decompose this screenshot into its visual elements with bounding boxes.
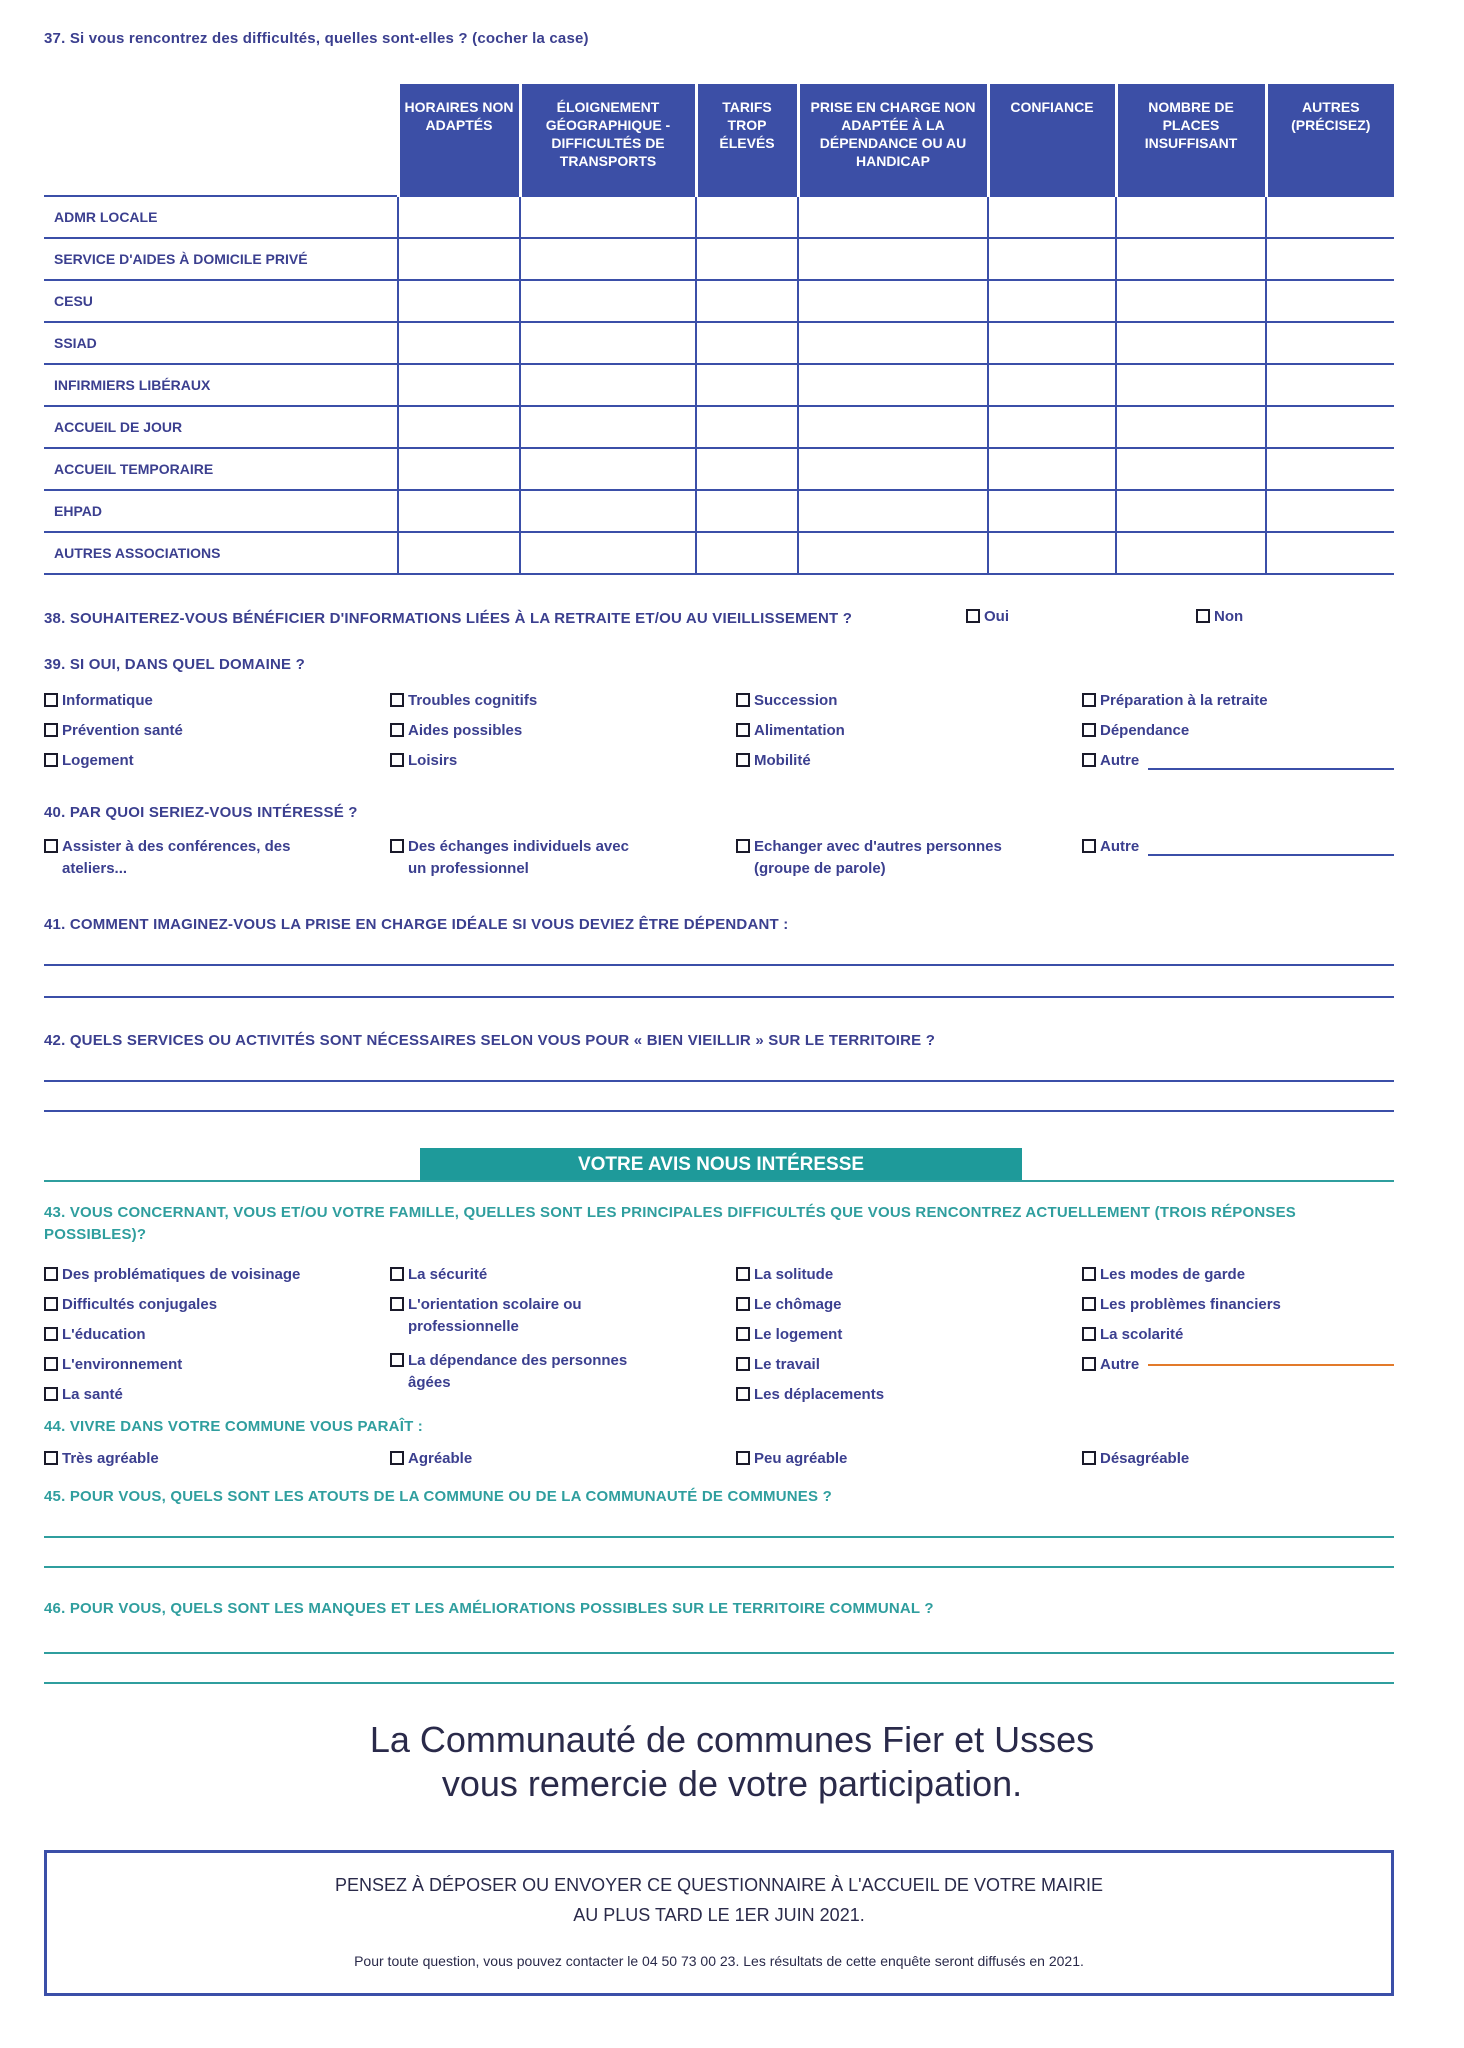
difficulties-table (44, 84, 1394, 575)
q45-title: 45. POUR VOUS, QUELS SONT LES ATOUTS DE LA COMMUNE OU DE LA COMMUNAUTÉ DE COMMUNES ? (44, 1488, 832, 1505)
q43-option[interactable]: La santé (44, 1384, 304, 1406)
q39-option[interactable]: Dépendance (1082, 720, 1189, 742)
answer-cell[interactable] (520, 490, 696, 532)
answer-line[interactable] (44, 1110, 1394, 1112)
answer-cell[interactable] (696, 532, 798, 574)
q42-title: 42. QUELS SERVICES OU ACTIVITÉS SONT NÉCESSAIRES SELON VOUS POUR « BIEN VIEILLIR » SUR LE TERRITOIRE ? (44, 1032, 936, 1049)
answer-cell[interactable] (696, 322, 798, 364)
table-row (44, 322, 1394, 364)
answer-cell[interactable] (798, 490, 988, 532)
answer-cell[interactable] (520, 238, 696, 280)
answer-cell[interactable] (1266, 490, 1394, 532)
footer-line-1: PENSEZ À DÉPOSER OU ENVOYER CE QUESTIONNAIRE À L'ACCUEIL DE VOTRE MAIRIE (335, 1875, 1103, 1895)
q43-option[interactable]: L'environnement (44, 1354, 304, 1376)
answer-line[interactable] (44, 996, 1394, 998)
q40-option[interactable]: Assister à des conférences, des ateliers... (44, 836, 334, 880)
checkbox[interactable] (736, 753, 750, 767)
q43-option[interactable]: La solitude (736, 1264, 996, 1286)
answer-cell[interactable] (1116, 322, 1266, 364)
q40-autre-line[interactable] (1148, 854, 1394, 856)
table-row (44, 196, 1394, 238)
q38-title: 38. SOUHAITEREZ-VOUS BÉNÉFICIER D'INFORMATIONS LIÉES À LA RETRAITE ET/OU AU VIEILLISSEMENT ? (44, 610, 853, 627)
q43-option[interactable]: La sécurité (390, 1264, 650, 1286)
answer-cell[interactable] (520, 364, 696, 406)
q43-option[interactable]: Difficultés conjugales (44, 1294, 304, 1316)
answer-cell[interactable] (1266, 448, 1394, 490)
footer-line-2: AU PLUS TARD LE 1ER JUIN 2021. (573, 1905, 865, 1925)
table-row (44, 280, 1394, 322)
checkbox[interactable] (736, 1387, 750, 1401)
checkbox[interactable] (1082, 753, 1096, 767)
checkbox[interactable] (44, 1327, 58, 1341)
answer-cell[interactable] (1266, 364, 1394, 406)
section-banner: VOTRE AVIS NOUS INTÉRESSE (420, 1148, 1022, 1182)
answer-cell[interactable] (798, 280, 988, 322)
table-row (44, 490, 1394, 532)
checkbox[interactable] (390, 1353, 404, 1367)
answer-cell[interactable] (696, 196, 798, 238)
table-row (44, 364, 1394, 406)
col-header: ÉLOIGNEMENT GÉOGRAPHIQUE - DIFFICULTÉS DE TRANSPORTS (520, 84, 696, 196)
q39-option[interactable]: Succession (736, 690, 837, 712)
table-row (44, 532, 1394, 574)
answer-cell[interactable] (988, 448, 1116, 490)
answer-cell[interactable] (1266, 196, 1394, 238)
checkbox[interactable] (736, 1297, 750, 1311)
answer-cell[interactable] (398, 280, 520, 322)
checkbox[interactable] (1082, 1267, 1096, 1281)
q43-option[interactable]: Autre (1082, 1354, 1139, 1376)
answer-cell[interactable] (1116, 364, 1266, 406)
answer-line[interactable] (44, 964, 1394, 966)
checkbox[interactable] (390, 1451, 404, 1465)
answer-cell[interactable] (798, 238, 988, 280)
col-header: PRISE EN CHARGE NON ADAPTÉE À LA DÉPENDANCE OU AU HANDICAP (798, 84, 988, 196)
col-header: AUTRES (PRÉCISEZ) (1266, 84, 1394, 196)
checkbox[interactable] (1082, 1327, 1096, 1341)
checkbox[interactable] (736, 1267, 750, 1281)
answer-cell[interactable] (696, 448, 798, 490)
q39-option[interactable]: Préparation à la retraite (1082, 690, 1268, 712)
answer-cell[interactable] (988, 196, 1116, 238)
answer-cell[interactable] (398, 196, 520, 238)
answer-cell[interactable] (1266, 532, 1394, 574)
row-label: EHPAD (44, 490, 398, 532)
q38-oui-option[interactable]: Oui (966, 606, 1009, 628)
answer-line[interactable] (44, 1652, 1394, 1654)
answer-cell[interactable] (520, 406, 696, 448)
checkbox[interactable] (44, 1297, 58, 1311)
checkbox[interactable] (736, 1327, 750, 1341)
q43-option[interactable]: Les déplacements (736, 1384, 996, 1406)
row-label: INFIRMIERS LIBÉRAUX (44, 364, 398, 406)
checkbox[interactable] (44, 1357, 58, 1371)
q39-option[interactable]: Loisirs (390, 750, 457, 772)
row-label: SERVICE D'AIDES À DOMICILE PRIVÉ (44, 238, 398, 280)
thanks-line-1: La Communauté de communes Fier et Usses (369, 1719, 1095, 1760)
q38-non-option[interactable]: Non (1196, 606, 1243, 628)
checkbox[interactable] (1082, 1357, 1096, 1371)
col-header: NOMBRE DE PLACES INSUFFISANT (1116, 84, 1266, 196)
answer-cell[interactable] (1116, 280, 1266, 322)
checkbox[interactable] (736, 693, 750, 707)
checkbox[interactable] (390, 693, 404, 707)
q44-option[interactable]: Peu agréable (736, 1448, 847, 1470)
q43-option[interactable]: La dépendance des personnes âgées (390, 1350, 650, 1394)
checkbox[interactable] (966, 609, 980, 623)
q43-option[interactable]: Le chômage (736, 1294, 996, 1316)
checkbox[interactable] (1082, 693, 1096, 707)
q39-title: 39. SI OUI, DANS QUEL DOMAINE ? (44, 656, 305, 673)
table-row (44, 238, 1394, 280)
answer-cell[interactable] (696, 238, 798, 280)
q37-title: 37. Si vous rencontrez des difficultés, quelles sont-elles ? (cocher la case) (44, 30, 589, 47)
row-label: ACCUEIL TEMPORAIRE (44, 448, 398, 490)
answer-cell[interactable] (1266, 280, 1394, 322)
col-header: CONFIANCE (988, 84, 1116, 196)
q43-option[interactable]: Les modes de garde (1082, 1264, 1245, 1286)
checkbox[interactable] (1082, 1297, 1096, 1311)
answer-cell[interactable] (798, 364, 988, 406)
answer-line[interactable] (44, 1536, 1394, 1538)
q39-autre-line[interactable] (1148, 768, 1394, 770)
q39-option[interactable]: Mobilité (736, 750, 811, 772)
answer-cell[interactable] (398, 532, 520, 574)
thanks-line-2: vous remercie de votre participation. (441, 1763, 1023, 1804)
q40-title: 40. PAR QUOI SERIEZ-VOUS INTÉRESSÉ ? (44, 804, 358, 821)
q43-option[interactable]: L'éducation (44, 1324, 304, 1346)
answer-cell[interactable] (988, 406, 1116, 448)
answer-cell[interactable] (520, 196, 696, 238)
answer-cell[interactable] (520, 322, 696, 364)
checkbox[interactable] (390, 1267, 404, 1281)
q39-option[interactable]: Informatique (44, 690, 153, 712)
checkbox[interactable] (390, 723, 404, 737)
answer-cell[interactable] (798, 532, 988, 574)
checkbox[interactable] (44, 1387, 58, 1401)
answer-cell[interactable] (1116, 406, 1266, 448)
checkbox[interactable] (44, 839, 58, 853)
checkbox[interactable] (1196, 609, 1210, 623)
checkbox[interactable] (44, 723, 58, 737)
answer-cell[interactable] (696, 364, 798, 406)
checkbox[interactable] (1082, 1451, 1096, 1465)
answer-cell[interactable] (520, 532, 696, 574)
row-label: AUTRES ASSOCIATIONS (44, 532, 398, 574)
answer-cell[interactable] (398, 406, 520, 448)
q43-title: 43. VOUS CONCERNANT, VOUS ET/OU VOTRE FAMILLE, QUELLES SONT LES PRINCIPALES DIFFICULTÉS QUE VOUS RENCONTREZ ACTUELLEMENT (TROIS RÉPONSES POSSIBLES)? (44, 1204, 1297, 1243)
row-label: SSIAD (44, 322, 398, 364)
row-label: ACCUEIL DE JOUR (44, 406, 398, 448)
banner-rule (44, 1180, 1394, 1182)
q43-option[interactable]: Le logement (736, 1324, 996, 1346)
answer-cell[interactable] (398, 490, 520, 532)
table-row (44, 448, 1394, 490)
q43-option[interactable]: L'orientation scolaire ou professionnelle (390, 1294, 650, 1338)
answer-cell[interactable] (1116, 532, 1266, 574)
answer-cell[interactable] (988, 322, 1116, 364)
answer-cell[interactable] (696, 490, 798, 532)
checkbox[interactable] (736, 1451, 750, 1465)
answer-line[interactable] (44, 1080, 1394, 1082)
col-header: HORAIRES NON ADAPTÉS (398, 84, 520, 196)
answer-cell[interactable] (798, 448, 988, 490)
answer-cell[interactable] (398, 448, 520, 490)
q44-option[interactable]: Désagréable (1082, 1448, 1189, 1470)
checkbox[interactable] (44, 1451, 58, 1465)
answer-line[interactable] (44, 1682, 1394, 1684)
answer-cell[interactable] (398, 322, 520, 364)
q40-option[interactable]: Autre (1082, 836, 1139, 858)
checkbox[interactable] (1082, 723, 1096, 737)
q44-option[interactable]: Très agréable (44, 1448, 159, 1470)
q39-option[interactable]: Autre (1082, 750, 1139, 772)
q39-option[interactable]: Aides possibles (390, 720, 522, 742)
table-row (44, 406, 1394, 448)
q40-option[interactable]: Echanger avec d'autres personnes (groupe de parole) (736, 836, 1026, 880)
checkbox[interactable] (44, 1267, 58, 1281)
table-corner (44, 84, 398, 196)
q39-option[interactable]: Prévention santé (44, 720, 183, 742)
answer-cell[interactable] (988, 532, 1116, 574)
q40-option[interactable]: Des échanges individuels avec un professionnel (390, 836, 650, 880)
answer-cell[interactable] (696, 280, 798, 322)
answer-cell[interactable] (398, 364, 520, 406)
answer-cell[interactable] (798, 322, 988, 364)
q43-option[interactable]: Le travail (736, 1354, 996, 1376)
q43-option[interactable]: La scolarité (1082, 1324, 1183, 1346)
q44-option[interactable]: Agréable (390, 1448, 472, 1470)
row-label: ADMR LOCALE (44, 196, 398, 238)
answer-cell[interactable] (988, 364, 1116, 406)
answer-cell[interactable] (1266, 406, 1394, 448)
checkbox[interactable] (736, 1357, 750, 1371)
q44-title: 44. VIVRE DANS VOTRE COMMUNE VOUS PARAÎT : (44, 1418, 423, 1435)
answer-cell[interactable] (798, 196, 988, 238)
answer-cell[interactable] (696, 406, 798, 448)
checkbox[interactable] (736, 723, 750, 737)
checkbox[interactable] (736, 839, 750, 853)
row-label: CESU (44, 280, 398, 322)
checkbox[interactable] (1082, 839, 1096, 853)
answer-cell[interactable] (520, 448, 696, 490)
answer-line[interactable] (44, 1566, 1394, 1568)
answer-cell[interactable] (988, 490, 1116, 532)
q39-option[interactable]: Troubles cognitifs (390, 690, 537, 712)
answer-cell[interactable] (1116, 490, 1266, 532)
checkbox[interactable] (390, 1297, 404, 1311)
q39-option[interactable]: Logement (44, 750, 134, 772)
col-header: TARIFS TROP ÉLEVÉS (696, 84, 798, 196)
footer-line-3: Pour toute question, vous pouvez contacter le 04 50 73 00 23. Les résultats de cette enquête seront diffusés en 2021. (354, 1953, 1084, 1969)
footer-box (44, 1850, 1394, 1996)
checkbox[interactable] (390, 753, 404, 767)
answer-cell[interactable] (798, 406, 988, 448)
checkbox[interactable] (390, 839, 404, 853)
q46-title: 46. POUR VOUS, QUELS SONT LES MANQUES ET LES AMÉLIORATIONS POSSIBLES SUR LE TERRITOIRE COMMUNAL ? (44, 1600, 934, 1617)
answer-cell[interactable] (988, 238, 1116, 280)
answer-cell[interactable] (1116, 196, 1266, 238)
answer-cell[interactable] (988, 280, 1116, 322)
q43-option[interactable]: Des problématiques de voisinage (44, 1264, 304, 1286)
q43-option[interactable]: Les problèmes financiers (1082, 1294, 1281, 1316)
checkbox[interactable] (44, 693, 58, 707)
answer-cell[interactable] (1266, 322, 1394, 364)
q43-autre-line[interactable] (1148, 1364, 1394, 1366)
answer-cell[interactable] (1116, 238, 1266, 280)
answer-cell[interactable] (1266, 238, 1394, 280)
q39-option[interactable]: Alimentation (736, 720, 845, 742)
answer-cell[interactable] (520, 280, 696, 322)
answer-cell[interactable] (398, 238, 520, 280)
checkbox[interactable] (44, 753, 58, 767)
answer-cell[interactable] (1116, 448, 1266, 490)
q41-title: 41. COMMENT IMAGINEZ-VOUS LA PRISE EN CHARGE IDÉALE SI VOUS DEVIEZ ÊTRE DÉPENDANT : (44, 916, 789, 933)
